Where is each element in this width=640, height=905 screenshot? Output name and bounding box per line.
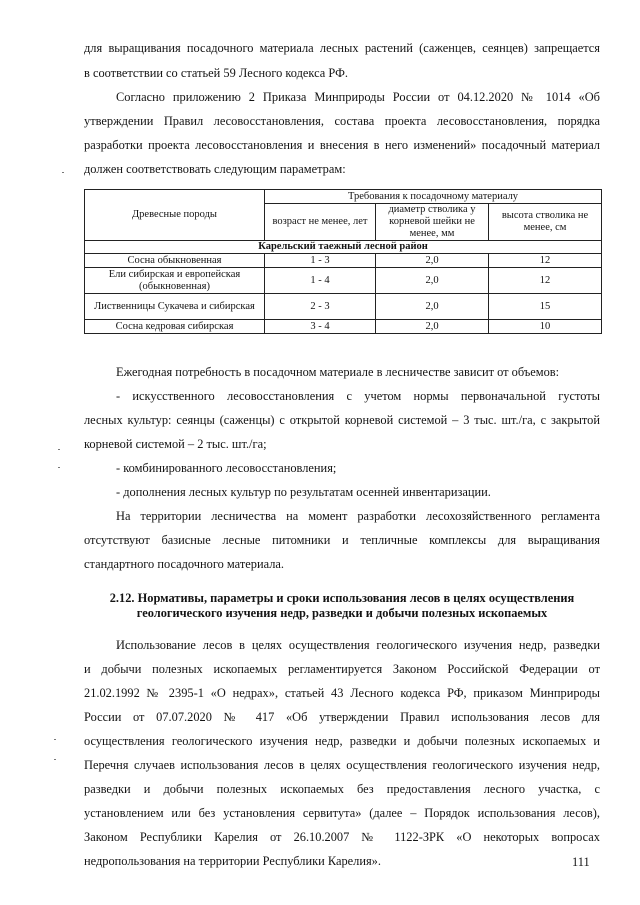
scan-speck [62, 172, 64, 173]
age-cell: 1 - 3 [265, 254, 376, 268]
height-cell: 12 [489, 268, 602, 294]
section-line-3: 21.02.1992 № 2395-1 «О недрах», статьей 43 Лесного кодекса РФ, приказом Минприроды [84, 686, 600, 700]
order-line-4: должен соответствовать следующим параметрам: [84, 162, 346, 176]
scan-speck [58, 449, 60, 450]
species-cell: Сосна кедровая сибирская [85, 320, 265, 334]
section-line-2: и добычи полезных ископаемых регламентируется Законом Российской Федерации от [84, 662, 600, 676]
need-line-6: - дополнения лесных культур по результатам осенней инвентаризации. [116, 485, 491, 499]
species-cell: Ели сибирская и европейская (обыкновенная) [85, 268, 265, 294]
section-line-10: недропользования на территории Республики Карелия». [84, 854, 381, 868]
section-line-8: установлением или без установления сервитута» (далее – Порядок использования лесов), [84, 806, 600, 820]
need-line-3: лесных культур: сеянцы (саженцы) с открытой корневой системой – 3 тыс. шт./га, с закрытой [84, 413, 600, 427]
region-row: Карельский таежный лесной район [85, 241, 602, 254]
header-age: возраст не менее, лет [265, 204, 376, 241]
need-line-5: - комбинированного лесовосстановления; [116, 461, 337, 475]
order-line-3: разработки проекта лесовосстановления и внесения в него изменений» посадочный материал [84, 138, 600, 152]
need-line-1: Ежегодная потребность в посадочном материале в лесничестве зависит от объемов: [116, 365, 560, 379]
need-line-4: корневой системой – 2 тыс. шт./га; [84, 437, 267, 451]
section-line-6: Перечня случаев использования лесов в целях осуществления геологического изучения недр, [84, 758, 600, 772]
scan-speck [54, 759, 56, 760]
height-cell: 12 [489, 254, 602, 268]
scan-speck [58, 467, 60, 468]
scan-speck [54, 739, 56, 740]
order-line-1: Согласно приложению 2 Приказа Минприроды России от 04.12.2020 № 1014 «Об [116, 90, 600, 104]
section-heading-line-2: геологического изучения недр, разведки и добычи полезных ископаемых [136, 606, 548, 620]
section-heading-line-1: 2.12. Нормативы, параметры и сроки использования лесов в целях осуществления [109, 591, 575, 605]
age-cell: 1 - 4 [265, 268, 376, 294]
age-cell: 3 - 4 [265, 320, 376, 334]
section-line-9: Законом Республики Карелия от 26.10.2007 № 1122-ЗРК «О некоторых вопросах [84, 830, 600, 844]
header-height: высота стволика не менее, см [489, 204, 602, 241]
nurseries-line-1: На территории лесничества на момент разработки лесохозяйственного регламента [116, 509, 600, 523]
age-cell: 2 - 3 [265, 294, 376, 320]
species-cell: Сосна обыкновенная [85, 254, 265, 268]
diameter-cell: 2,0 [376, 294, 489, 320]
height-cell: 10 [489, 320, 602, 334]
table-row [85, 254, 602, 268]
intro-line-2: в соответствии со статьей 59 Лесного кодекса РФ. [84, 66, 348, 80]
nurseries-line-3: стандартного посадочного материала. [84, 557, 284, 571]
page-number: 111 [572, 855, 590, 869]
table-row [85, 320, 602, 334]
height-cell: 15 [489, 294, 602, 320]
nurseries-line-2: отсутствуют базисные лесные питомники и тепличные комплексы для выращивания [84, 533, 600, 547]
table-row [85, 268, 602, 294]
intro-line-1: для выращивания посадочного материала лесных растений (саженцев, сеянцев) запрещается [84, 41, 600, 55]
section-line-4: России от 07.07.2020 № 417 «Об утверждении Правил использования лесов для [84, 710, 600, 724]
species-cell: Лиственницы Сукачева и сибирская [85, 294, 265, 320]
planting-material-table [84, 189, 602, 334]
diameter-cell: 2,0 [376, 268, 489, 294]
section-line-1: Использование лесов в целях осуществления геологического изучения недр, разведки [116, 638, 600, 652]
header-diameter: диаметр стволика у корневой шейки не менее, мм [376, 204, 489, 241]
diameter-cell: 2,0 [376, 254, 489, 268]
section-line-5: осуществления геологического изучения недр, разведки и добычи полезных ископаемых и [84, 734, 600, 748]
diameter-cell: 2,0 [376, 320, 489, 334]
order-line-2: утверждении Правил лесовосстановления, состава проекта лесовосстановления, порядка [84, 114, 600, 128]
header-species: Древесные породы [85, 190, 265, 241]
section-line-7: разведки и добычи полезных ископаемых без предоставления лесного участка, с [84, 782, 600, 796]
table-row [85, 294, 602, 320]
need-line-2: - искусственного лесовосстановления с учетом нормы первоначальной густоты [116, 389, 600, 403]
header-requirements: Требования к посадочному материалу [265, 190, 602, 204]
